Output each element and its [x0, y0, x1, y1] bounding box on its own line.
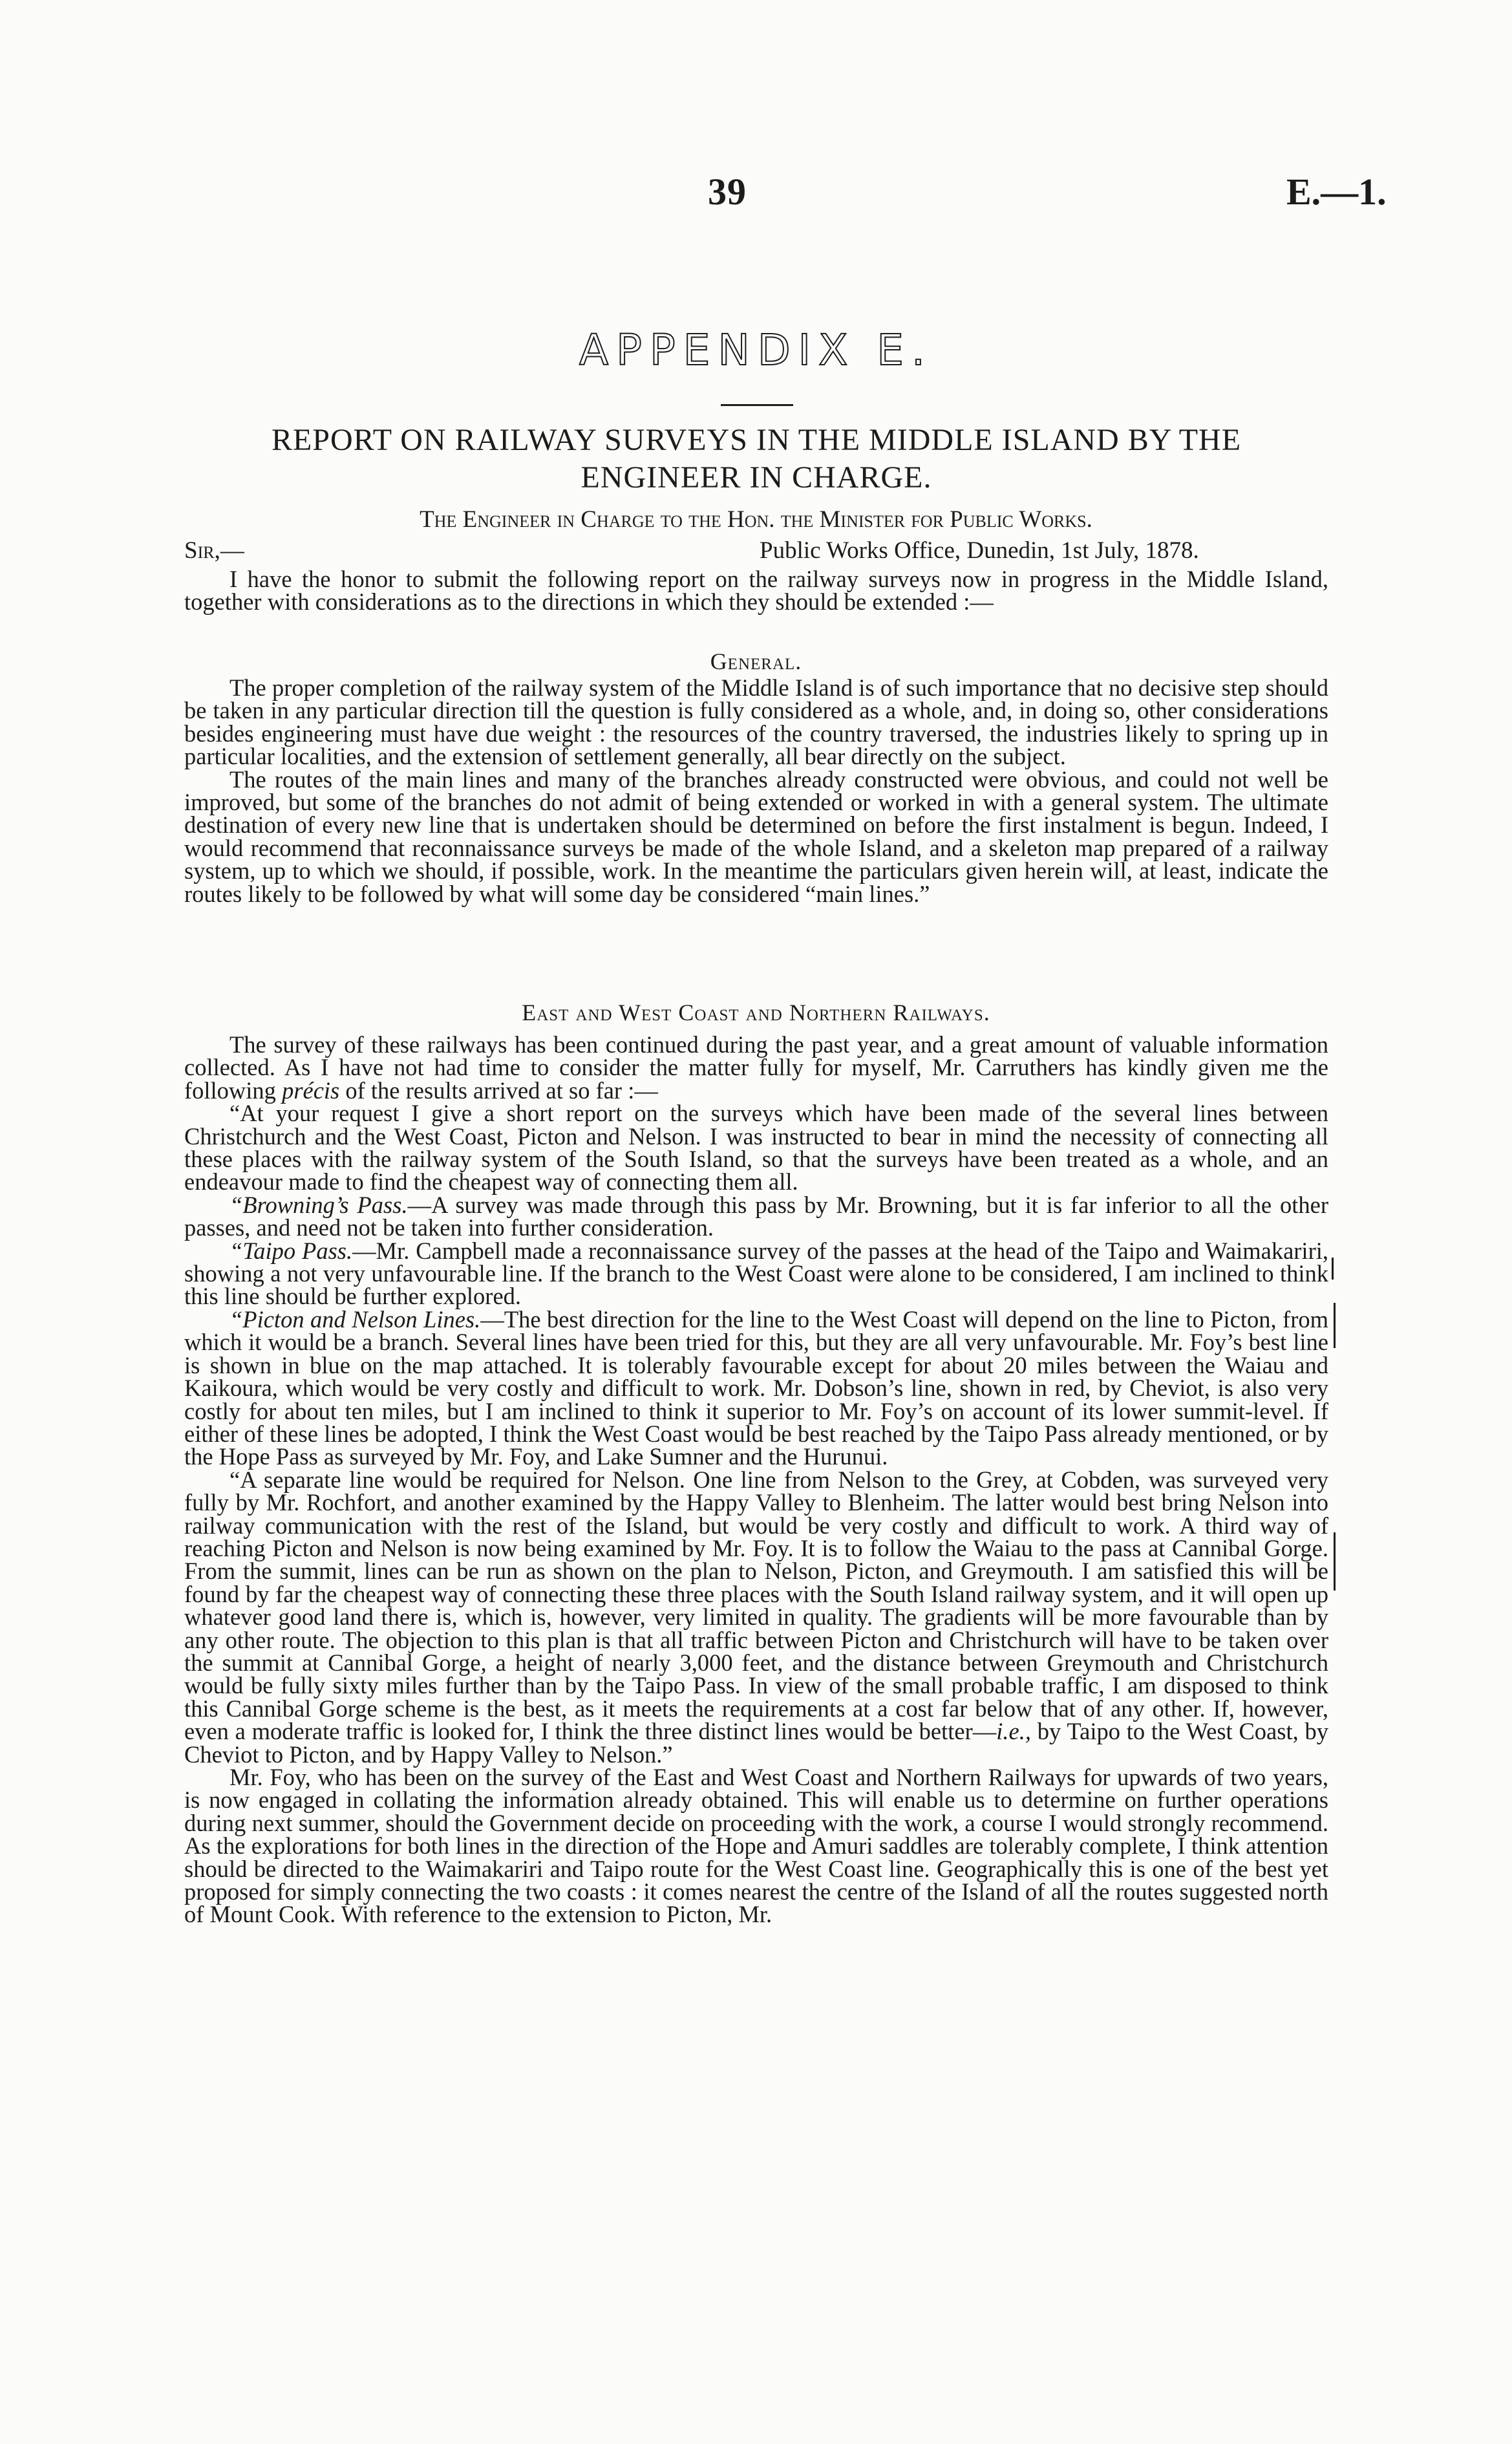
intro-paragraph: I have the honor to submit the following report on the railway surveys now in progress in the Middle Island, together with considerations as to the directions in which they should be extended :—	[184, 566, 1328, 616]
title-divider	[721, 404, 793, 406]
dateline: Public Works Office, Dunedin, 1st July, 1878.	[760, 537, 1199, 564]
salutation: Sir,—	[184, 537, 244, 564]
general-section	[184, 676, 1328, 905]
taipo-pass-paragraph: “Taipo Pass.—Mr. Campbell made a reconnaissance survey of the passes at the head of the Taipo and Waimakariri, showing a not very unfavourable line. If the branch to the West Coast were alone to be considered, I am inclined to think this line should be further explored.	[184, 1237, 1328, 1310]
margin-mark	[1334, 1532, 1336, 1591]
section-heading-general: General.	[710, 649, 802, 674]
section-heading-east-west: East and West Coast and Northern Railways.	[522, 1000, 990, 1025]
document-code: E.—1.	[1286, 171, 1387, 213]
page-number: 39	[708, 171, 747, 213]
general-paragraph-1: The proper completion of the railway system of the Middle Island is of such importance that no decisive step should be taken in any particular direction till the question is fully considered as a whole, and, in doing so, other considerations besides engineering must have due weight : the resources of the country traversed, the industries likely to spring up in particular localities, and the extension of settlement generally, all bear directly on the subject.	[184, 674, 1328, 770]
east-west-section	[184, 1033, 1328, 1926]
picton-nelson-paragraph: “Picton and Nelson Lines.—The best direction for the line to the West Coast will depend on the line to Picton, from which it would be a branch. Several lines have been tried for this, but they are all very unfavourable. Mr. Foy’s best line is shown in blue on the map attached. It is tolerably favourable except for about 20 miles between the Waiau and Kaikoura, which would be very costly and difficult to work. Mr. Dobson’s line, shown in red, by Cheviot, is also very costly for about ten miles, but I am inclined to think it superior to Mr. Foy’s on account of its lower summit-level. If either of these lines be adopted, I think the West Coast would be best reached by the Taipo Pass already mentioned, or by the Hope Pass as surveyed by Mr. Foy, and Lake Sumner and the Hurunui.	[184, 1305, 1328, 1470]
east-west-paragraph-1: The survey of these railways has been continued during the past year, and a great amount of valuable information collected. As I have not had time to consider the matter fully for myself, Mr. Carruthers has kindly given me the following précis of the results arrived at so far :—	[184, 1031, 1328, 1104]
report-title: REPORT ON RAILWAY SURVEYS IN THE MIDDLE ISLAND BY THE ENGINEER IN CHARGE.	[271, 423, 1242, 495]
margin-mark	[1334, 1303, 1336, 1348]
general-paragraph-2: The routes of the main lines and many of the branches already constructed were obvious, and could not well be improved, but some of the branches do not admit of being extended or worked in with a general system. The ultimate destination of every new line that is undertaken should be determined on before the first instalment is begun. Indeed, I would recommend that reconnaissance surveys be made of the whole Island, and a skeleton map prepared of a railway system, up to which we should, if possible, work. In the meantime the particulars given herein will, at least, indicate the routes likely to be followed by what will some day be considered “main lines.”	[184, 766, 1328, 907]
foy-paragraph: Mr. Foy, who has been on the survey of the East and West Coast and Northern Railways for upwards of two years, is now engaged in collating the information already obtained. This will enable us to determine on further operations during next summer, should the Government decide on proceeding with the work, a course I would strongly recommend. As the explorations for both lines in the direction of the Hope and Amuri saddles are tolerably complete, I think attention should be directed to the Waimakariri and Taipo route for the West Coast line. Geographically this is one of the best yet proposed for simply connecting the two coasts : it comes nearest the centre of the Island of all the routes suggested north of Mount Cook. With reference to the extension to Picton, Mr.	[184, 1764, 1328, 1928]
margin-mark	[1332, 1258, 1334, 1280]
east-west-paragraph-2: “At your request I give a short report on the surveys which have been made of the several lines between Christchurch and the West Coast, Picton and Nelson. I was instructed to bear in mind the necessity of connecting all these places with the railway system of the South Island, so that the surveys have been treated as a whole, and an endeavour made to find the cheapest way of connecting them all.	[184, 1100, 1328, 1195]
intro-block	[184, 568, 1328, 614]
browning-pass-paragraph: “Browning’s Pass.—A survey was made through this pass by Mr. Browning, but it is far inferior to all the other passes, and need not be taken into further consideration.	[184, 1191, 1328, 1241]
separate-line-paragraph: “A separate line would be required for Nelson. One line from Nelson to the Grey, at Cobden, was surveyed very fully by Mr. Rochfort, and another examined by the Happy Valley to Blenheim. The latter would best bring Nelson into railway communication with the rest of the Island, but would be very costly and difficult to work. A third way of reaching Picton and Nelson is now being examined by Mr. Foy. It is to follow the Waiau to the pass at Cannibal Gorge. From the summit, lines can be run as shown on the plan to Nelson, Picton, and Greymouth. I am satisfied this will be found by far the cheapest way of connecting these three places with the South Island railway system, and it will open up whatever good land there is, which is, however, very limited in quality. The gradients will be more favourable than by any other route. The objection to this plan is that all traffic between Picton and Christchurch will have to be taken over the summit at Cannibal Gorge, a height of nearly 3,000 feet, and the distance between Greymouth and Christchurch would be fully sixty miles further than by the Taipo Pass. In view of the small probable traffic, I am disposed to think this Cannibal Gorge scheme is the best, as it meets the requirements at a cost far below that of any other. If, however, even a moderate traffic is looked for, I think the three distinct lines would be better—i.e., by Taipo to the West Coast, by Cheviot to Picton, and by Happy Valley to Nelson.”	[184, 1466, 1328, 1768]
address-line: The Engineer in Charge to the Hon. the Minister for Public Works.	[420, 506, 1092, 533]
appendix-title: APPENDIX E.	[579, 325, 933, 375]
